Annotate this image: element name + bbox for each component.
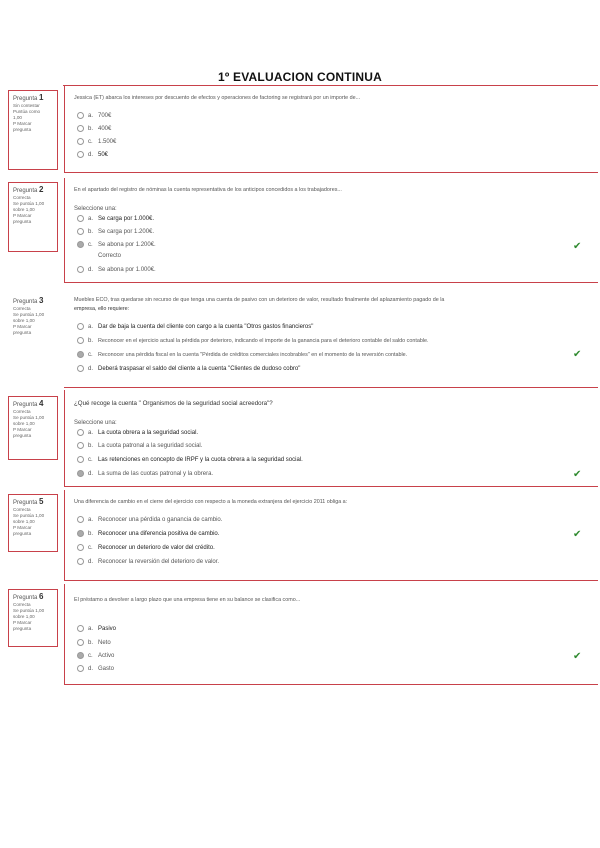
option-text: Activo: [98, 653, 115, 660]
option-text: La cuota obrera a la seguridad social.: [98, 430, 199, 437]
option-letter: d.: [88, 471, 94, 478]
option-d[interactable]: [77, 665, 114, 674]
radio-button[interactable]: [77, 138, 84, 145]
option-letter: a.: [88, 517, 94, 524]
question-text: ¿Qué recoge la cuenta " Organismos de la seguridad social acreedora"?: [74, 400, 273, 407]
option-letter: d.: [88, 152, 94, 159]
option-d[interactable]: [77, 558, 219, 567]
option-letter: c.: [88, 352, 93, 359]
question-number: 5: [39, 497, 44, 506]
question-divider: [64, 580, 598, 581]
option-a[interactable]: [77, 323, 313, 332]
flag-question[interactable]: P Marcar: [13, 324, 32, 329]
option-letter: c.: [88, 457, 93, 464]
option-c[interactable]: [77, 456, 303, 465]
question-score-label: Se puntúa 1,00: [13, 608, 45, 613]
question-number-6: [13, 593, 54, 602]
question-body-4: [64, 390, 598, 486]
radio-button[interactable]: [77, 215, 84, 222]
flag-question[interactable]: P Marcar: [13, 620, 32, 625]
page-title: 1º EVALUACION CONTINUA: [218, 70, 382, 84]
flag-question-suffix[interactable]: pregunta: [13, 330, 32, 335]
option-letter: d.: [88, 559, 94, 566]
question-info-6: [8, 589, 58, 647]
option-text: Se abona por 1.200€.: [98, 242, 156, 249]
question-body-6: [64, 584, 598, 684]
option-text: La cuota patronal a la seguridad social.: [98, 443, 203, 450]
option-letter: b.: [88, 531, 94, 538]
option-text: Reconocer una diferencia positiva de cambio.: [98, 531, 220, 538]
question-number: 3: [39, 296, 44, 305]
option-letter: d.: [88, 666, 94, 673]
radio-button-selected[interactable]: [77, 470, 84, 477]
question-label: Pregunta: [13, 299, 38, 305]
option-b[interactable]: [77, 228, 154, 237]
flag-question-suffix[interactable]: pregunta: [13, 531, 32, 536]
question-text: Una diferencia de cambio en el cierre del ejercicio con respecto a la moneda extranjera del ejercicio 2011 obliga a:: [74, 499, 348, 505]
question-score-label: Se puntúa 1,00: [13, 513, 45, 518]
option-text: Reconocer una pérdida fiscal en la cuenta "Pérdida de créditos comerciales incobrables" en el momento de la reversión contable.: [98, 352, 408, 359]
option-text: Reconocer en el ejercicio actual la pérdida por deterioro, indicando el importe de la ganancia para el deterioro contable del saldo contable.: [98, 338, 429, 345]
option-letter: a.: [88, 324, 94, 331]
flag-question[interactable]: P Marcar: [13, 525, 32, 530]
option-letter: d.: [88, 366, 94, 373]
option-text: Se abona por 1.000€.: [98, 267, 156, 274]
question-label: Pregunta: [13, 96, 38, 102]
question-status: Correcta: [13, 306, 31, 311]
flag-question-suffix[interactable]: pregunta: [13, 127, 32, 132]
option-letter: d.: [88, 267, 94, 274]
select-hint: Seleccione una:: [74, 206, 117, 212]
question-number: 6: [39, 592, 44, 601]
radio-button[interactable]: [77, 323, 84, 330]
question-score-label: Se puntúa 1,00: [13, 201, 45, 206]
option-a[interactable]: [77, 429, 198, 438]
option-letter: b.: [88, 338, 94, 345]
question-status: Correcta: [13, 507, 31, 512]
option-text: Pasivo: [98, 626, 117, 633]
correct-check-icon: ✔: [573, 529, 582, 540]
correct-check-icon: ✔: [573, 349, 582, 360]
option-b[interactable]: [77, 530, 219, 539]
flag-question[interactable]: P Marcar: [13, 121, 32, 126]
option-text: Deberá traspasar el saldo del cliente a la cuenta "Clientes de dudoso cobro": [98, 366, 301, 373]
radio-button[interactable]: [77, 125, 84, 132]
option-a[interactable]: [77, 625, 116, 634]
option-letter: b.: [88, 126, 94, 133]
question-label: Pregunta: [13, 402, 38, 408]
question-divider: [64, 282, 598, 283]
option-text: 50€: [98, 152, 109, 159]
question-status: Correcta: [13, 195, 31, 200]
question-text-continued: empresa, ello requiere:: [74, 306, 130, 312]
option-text: Dar de baja la cuenta del cliente con cargo a la cuenta "Otros gastos financieros": [98, 324, 314, 331]
question-body-3: [64, 292, 598, 386]
radio-button[interactable]: [77, 544, 84, 551]
question-label: Pregunta: [13, 188, 38, 194]
flag-question-suffix[interactable]: pregunta: [13, 626, 32, 631]
question-info-4: [8, 396, 58, 460]
question-score: sobre 1,00: [13, 421, 35, 426]
question-label: Pregunta: [13, 500, 38, 506]
option-letter: c.: [88, 653, 93, 660]
option-c[interactable]: [77, 652, 114, 661]
option-letter: c.: [88, 139, 93, 146]
question-label: Pregunta: [13, 595, 38, 601]
question-number-4: [13, 400, 54, 409]
option-a[interactable]: [77, 112, 111, 121]
radio-button-selected[interactable]: [77, 241, 84, 248]
radio-button[interactable]: [77, 442, 84, 449]
option-a[interactable]: [77, 215, 154, 224]
option-b[interactable]: [77, 639, 111, 648]
flag-question-suffix[interactable]: pregunta: [13, 433, 32, 438]
question-divider: [64, 684, 598, 685]
question-score: sobre 1,00: [13, 318, 35, 323]
option-letter: a.: [88, 216, 94, 223]
question-number: 1: [39, 93, 44, 102]
correct-check-icon: ✔: [573, 651, 582, 662]
question-info-2: [8, 182, 58, 252]
radio-button[interactable]: [77, 365, 84, 372]
question-score: 1,00: [13, 115, 22, 120]
option-c[interactable]: [77, 544, 215, 553]
question-status: Correcta: [13, 409, 31, 414]
option-text: Se carga por 1.200€.: [98, 229, 155, 236]
flag-question[interactable]: P Marcar: [13, 213, 32, 218]
option-feedback: [98, 252, 121, 261]
question-score-label: Puntúa como: [13, 109, 41, 114]
option-text: Neto: [98, 640, 111, 647]
option-b[interactable]: [77, 337, 429, 346]
option-letter: a.: [88, 430, 94, 437]
radio-button[interactable]: [77, 429, 84, 436]
question-score-label: Se puntúa 1,00: [13, 415, 45, 420]
option-c[interactable]: [77, 138, 116, 147]
option-letter: b.: [88, 229, 94, 236]
question-text: Muebles ECO, tras quedarse sin recurso de que tenga una cuenta de pasivo con un deterioro de valor, resultado finalmente del aplazamiento pagado de la: [74, 297, 445, 303]
option-letter: a.: [88, 626, 94, 633]
question-text: Jessica (ET) abarca los intereses por descuento de efectos y operaciones de factoring se registrará por un importe de...: [74, 95, 361, 101]
radio-button[interactable]: [77, 266, 84, 273]
option-text: Reconocer un deterioro de valor del crédito.: [98, 545, 215, 552]
question-info-3: [8, 293, 58, 353]
question-text: El préstamo a devolver a largo plazo que una empresa tiene en su balance se clasifica como...: [74, 597, 301, 603]
option-d[interactable]: [77, 151, 108, 160]
option-letter: b.: [88, 640, 94, 647]
question-number-2: [13, 186, 54, 195]
question-score-label: Se puntúa 1,00: [13, 312, 45, 317]
radio-button-selected[interactable]: [77, 351, 84, 358]
question-number: 2: [39, 185, 44, 194]
option-text: Las retenciones en concepto de IRPF y la cuota obrera a la seguridad social.: [98, 457, 303, 464]
option-d[interactable]: [77, 470, 213, 479]
question-score: sobre 1,00: [13, 207, 35, 212]
radio-button[interactable]: [77, 456, 84, 463]
feedback-text: Correcto: [98, 253, 122, 259]
option-text: Se carga por 1.000€.: [98, 216, 155, 223]
question-status: Sin contestar: [13, 103, 40, 108]
radio-button[interactable]: [77, 665, 84, 672]
option-letter: c.: [88, 545, 93, 552]
option-text: Gasto: [98, 666, 115, 673]
question-divider: [64, 172, 598, 173]
question-score: sobre 1,00: [13, 614, 35, 619]
option-c[interactable]: [77, 241, 156, 250]
radio-button[interactable]: [77, 558, 84, 565]
option-d[interactable]: [77, 365, 300, 374]
question-status: Correcta: [13, 602, 31, 607]
option-a[interactable]: [77, 516, 222, 525]
question-number-5: [13, 498, 54, 507]
option-b[interactable]: [77, 125, 111, 134]
radio-button[interactable]: [77, 516, 84, 523]
option-letter: a.: [88, 113, 94, 120]
option-text: 700€: [98, 113, 112, 120]
radio-button[interactable]: [77, 151, 84, 158]
question-number-1: [13, 94, 54, 103]
radio-button-selected[interactable]: [77, 652, 84, 659]
option-text: 1.500€: [98, 139, 117, 146]
flag-question[interactable]: P Marcar: [13, 427, 32, 432]
option-letter: c.: [88, 242, 93, 249]
option-c[interactable]: [77, 351, 407, 360]
radio-button[interactable]: [77, 112, 84, 119]
radio-button[interactable]: [77, 625, 84, 632]
option-text: Reconocer una pérdida o ganancia de cambio.: [98, 517, 223, 524]
question-info-5: [8, 494, 58, 552]
question-text: En el apartado del registro de nóminas la cuenta representativa de los anticipos concedidos a los trabajadores...: [74, 187, 342, 193]
question-number-3: [13, 297, 54, 306]
radio-button-selected[interactable]: [77, 530, 84, 537]
question-body-2: [64, 178, 598, 282]
question-body-5: [64, 490, 598, 580]
option-text: La suma de las cuotas patronal y la obrera.: [98, 471, 214, 478]
question-body-1: [64, 86, 598, 172]
option-b[interactable]: [77, 442, 202, 451]
correct-check-icon: ✔: [573, 241, 582, 252]
flag-question-suffix[interactable]: pregunta: [13, 219, 32, 224]
option-letter: b.: [88, 443, 94, 450]
question-divider: [64, 486, 598, 487]
radio-button[interactable]: [77, 639, 84, 646]
question-divider: [64, 387, 598, 388]
radio-button[interactable]: [77, 228, 84, 235]
question-score: sobre 1,00: [13, 519, 35, 524]
question-info-1: [8, 90, 58, 170]
option-text: 400€: [98, 126, 112, 133]
question-number: 4: [39, 399, 44, 408]
option-text: Reconocer la reversión del deterioro de valor.: [98, 559, 220, 566]
select-hint: Seleccione una:: [74, 420, 117, 426]
radio-button[interactable]: [77, 337, 84, 344]
correct-check-icon: ✔: [573, 469, 582, 480]
option-d[interactable]: [77, 266, 156, 275]
